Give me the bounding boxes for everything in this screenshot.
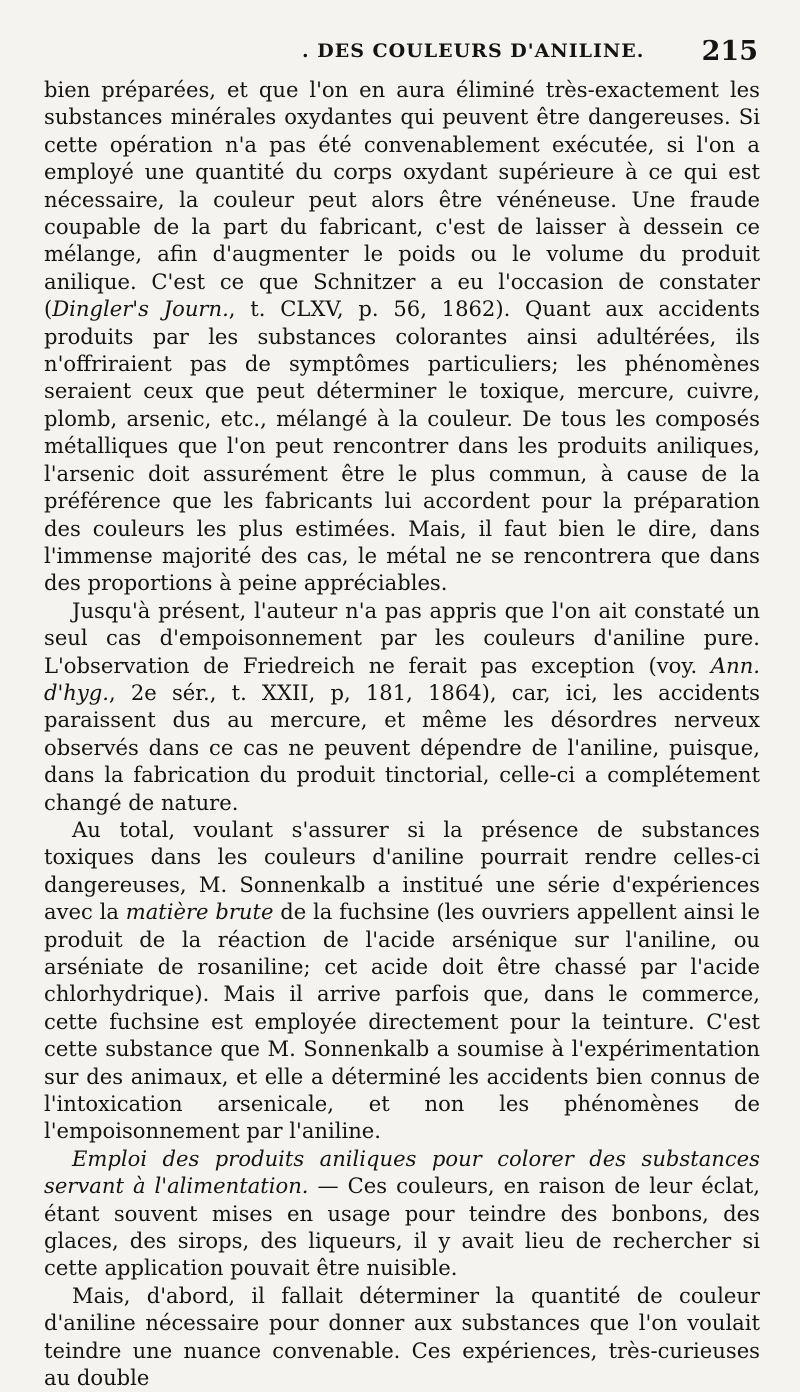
italic-text: Emploi des produits aniliques pour colorer des substances servant à l'alimentation. <box>44 1145 760 1199</box>
body-text <box>44 76 760 1392</box>
text-run: , 2e sér., t. XXII, p, 181, 1864), car, ici, les accidents paraissent dus au mercure, et même les désordres nerveux observés dans ce cas ne peuvent dépendre de l'aniline, puisque, dans la fabrication du produit tinctorial, celle-ci a complétement changé de nature. <box>44 679 760 815</box>
running-header <box>44 32 760 76</box>
paragraph <box>44 1145 760 1282</box>
paragraph <box>44 76 760 597</box>
page-number: 215 <box>701 36 758 67</box>
italic-text: matière brute <box>125 899 274 925</box>
italic-text: Ann. d'hyg. <box>44 652 760 705</box>
text-run: Jusqu'à présent, l'auteur n'a pas appris que l'on ait constaté un seul cas d'empoisonnement par les couleurs d'aniline pure. L'observation de Friedreich ne ferait pas exception (voy. <box>44 597 760 678</box>
text-run: de la fuchsine (les ouvriers appellent ainsi le produit de la réaction de l'acide arsénique sur l'aniline, ou arséniate de rosaniline; cet acide doit être chassé par l'acide chlorhydrique). Mais il arrive parfois que, dans le commerce, cette fuchsine est employée directement pour la teinture. C'est cette substance que M. Sonnenkalb a soumise à l'expérimentation sur des animaux, et elle a déterminé les accidents bien connus de l'intoxication arsenicale, et non les phénomènes de l'empoisonnement par l'aniline. <box>44 899 761 1144</box>
running-title: . DES COULEURS D'ANILINE. <box>302 40 645 62</box>
text-run: Au total, voulant s'assurer si la présence de substances toxiques dans les couleurs d'aniline pourrait rendre celles-ci dangereuses, M. Sonnenkalb a institué une série d'expériences avec la <box>44 816 760 925</box>
text-run: Mais, d'abord, il fallait déterminer la quantité de couleur d'aniline nécessaire pour donner aux substances que l'on voulait teindre une nuance convenable. Ces expériences, très-curieuses au double <box>44 1282 760 1391</box>
text-run: bien préparées, et que l'on en aura éliminé très-exactement les substances minérales oxydantes qui peuvent être dangereuses. Si cette opération n'a pas été convenablement exécutée, si l'on a employé une quantité du corps oxydant supérieure à ce qui est nécessaire, la couleur peut alors être vénéneuse. Une fraude coupable de la part du fabricant, c'est de laisser à dessein ce mélange, afin d'augmenter le poids ou le volume du produit anilique. C'est ce que Schnitzer a eu l'occasion de constater ( <box>44 77 760 322</box>
italic-text: Dingler's Journ. <box>52 296 229 322</box>
text-run: , t. CLXV, p. 56, 1862). Quant aux accidents produits par les substances colorantes ainsi adultérées, ils n'offriraient pas de symptômes particuliers; les phénomènes seraient ceux que peut déterminer le toxique, mercure, cuivre, plomb, arsenic, etc., mélangé à la couleur. De tous les composés métalliques que l'on peut rencontrer dans les produits aniliques, l'arsenic doit assurément être le plus commun, à cause de la préférence que les fabricants lui accordent pour la préparation des couleurs les plus estimées. Mais, il faut bien le dire, dans l'immense majorité des cas, le métal ne se rencontrera que dans des proportions à peine appréciables. <box>44 296 760 596</box>
paragraph <box>44 597 760 816</box>
paragraph <box>44 1282 760 1392</box>
paragraph <box>44 816 760 1145</box>
text-run: — Ces couleurs, en raison de leur éclat, étant souvent mises en usage pour teindre des bonbons, des glaces, des sirops, des liqueurs, il y avait lieu de rechercher si cette application pouvait être nuisible. <box>44 1173 760 1281</box>
